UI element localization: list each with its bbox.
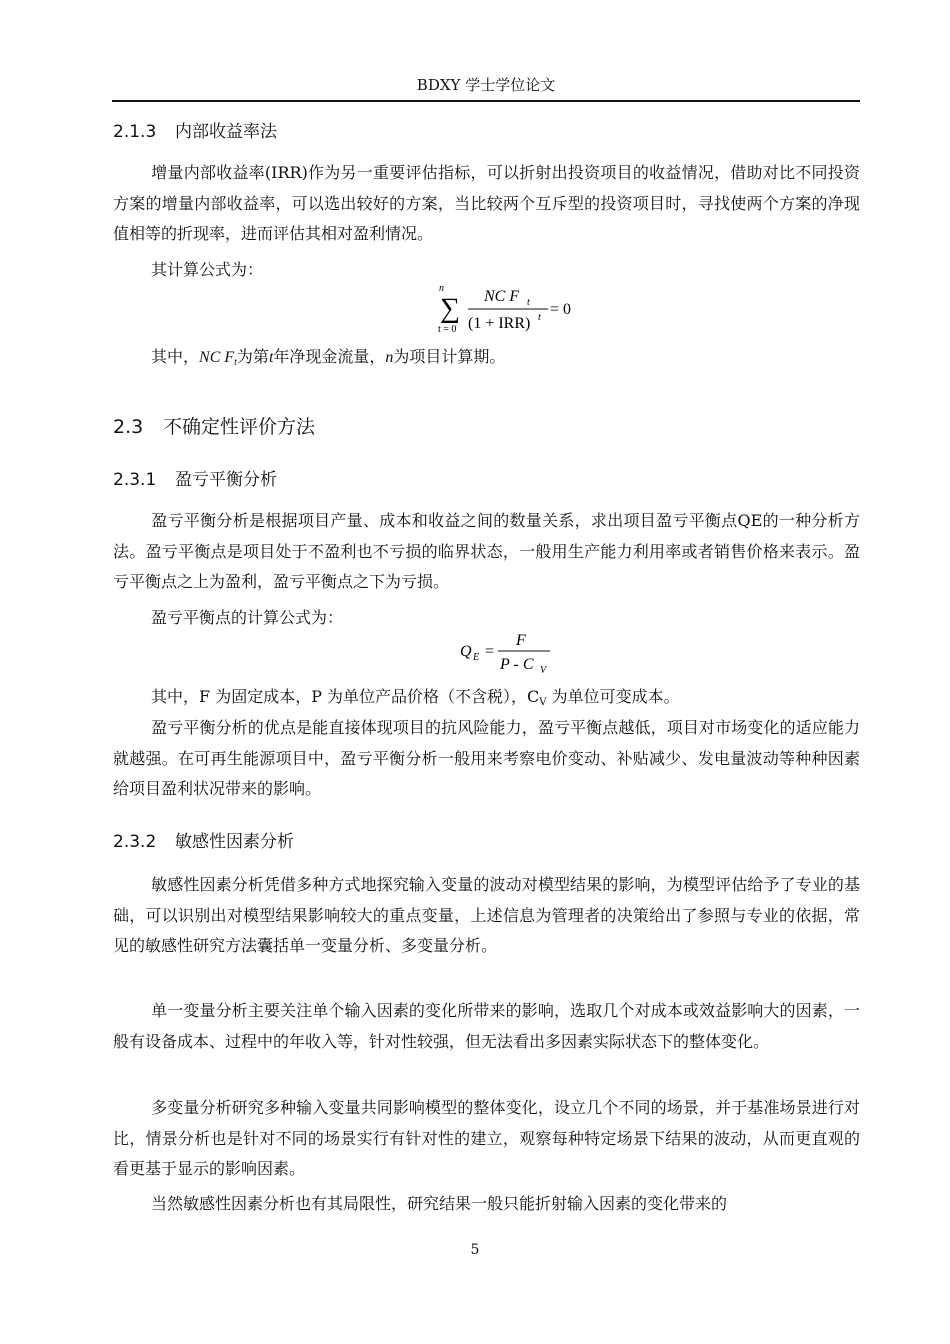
where-text: 为单位可变成本。: [546, 687, 680, 706]
lhs-subscript: E: [473, 652, 480, 663]
var-t: t: [268, 349, 274, 366]
section-title: 不确定性评价方法: [163, 416, 316, 438]
section-title: 盈亏平衡分析: [175, 470, 277, 490]
formula-rhs: = 0: [550, 301, 572, 318]
section-number: 2.3.1: [113, 470, 157, 490]
section-title: 敏感性因素分析: [175, 832, 294, 852]
paragraph-text: 单一变量分析主要关注单个输入因素的变化所带来的影响，选取几个对成本或效益影响大的因素，一般有设备成本、过程中的年收入等，针对性较强，但无法看出多因素实际状态下的整体变化。: [113, 1001, 860, 1051]
section-heading-2-3-1: [113, 468, 277, 492]
header-rule: [112, 100, 860, 102]
paragraph-text: 盈亏平衡分析的优点是能直接体现项目的抗风险能力，盈亏平衡点越低，项目对市场变化的适应能力就越强。在可再生能源项目中，盈亏平衡分析一般用来考察电价变动、补贴减少、发电量波动等种种因素给项目盈利状况带来的影响。: [113, 718, 860, 798]
where-prefix: 其中，: [151, 347, 200, 366]
formula-denominator: P - C: [500, 656, 534, 673]
numerator-subscript: t: [527, 297, 530, 308]
paragraph: [113, 713, 860, 805]
paragraph-text: 盈亏平衡分析是根据项目产量、成本和收益之间的数量关系，求出项目盈亏平衡点QE的一种分析方法。盈亏平衡点是项目处于不盈利也不亏损的临界状态，一般用生产能力利用率或者销售价格来表示。盈亏平衡点之上为盈利，盈亏平衡点之下为亏损。: [113, 511, 860, 591]
formula-intro: 其计算公式为：: [151, 260, 264, 279]
sigma-symbol: ∑: [440, 293, 460, 324]
cv-subscript: V: [539, 697, 547, 708]
paragraph: [113, 870, 860, 962]
formula-intro: 盈亏平衡点的计算公式为：: [151, 608, 344, 627]
equals-sign: =: [485, 643, 495, 660]
formula-numerator: F: [516, 632, 526, 649]
section-title: 内部收益率法: [175, 122, 277, 142]
formula-lhs: Q: [460, 643, 472, 660]
var-ncf-sub: t: [234, 357, 237, 368]
paragraph: [113, 996, 860, 1057]
variable-definition: [151, 345, 505, 375]
paragraph: [113, 506, 860, 598]
section-number: 2.1.3: [113, 122, 157, 142]
section-number: 2.3.2: [113, 832, 157, 852]
where-text: 年净现金流量，: [273, 347, 386, 366]
paragraph-text: 当然敏感性因素分析也有其局限性，研究结果一般只能折射输入因素的变化带来的: [151, 1194, 728, 1213]
paragraph-text: 敏感性因素分析凭借多种方式地探究输入变量的波动对模型结果的影响，为模型评估给予了专业的基础，可以识别出对模型结果影响较大的重点变量，上述信息为管理者的决策给出了参照与专业的依据，常见的敏感性研究方法囊括单一变量分析、多变量分析。: [113, 875, 860, 955]
paragraph: [113, 158, 860, 250]
formula-numerator: NC F: [484, 288, 520, 305]
section-heading-2-3-2: [113, 830, 294, 854]
sum-upper-limit: n: [439, 283, 444, 294]
page-header: BDXY 学士学位论文: [416, 76, 556, 94]
formula-denominator: (1 + IRR): [468, 315, 531, 332]
where-text: 为项目计算期。: [393, 347, 506, 366]
where-text: 为第: [236, 347, 269, 366]
section-heading-2-3: [113, 415, 315, 439]
var-ncf: NC F: [199, 349, 235, 366]
variable-definition: [151, 685, 680, 715]
where-text: 其中，F 为固定成本，P 为单位产品价格（不含税），C: [151, 687, 540, 706]
denominator-superscript: t: [538, 312, 541, 323]
paragraph-text: 增量内部收益率(IRR)作为另一重要评估指标，可以折射出投资项目的收益情况，借助对比不同投资方案的增量内部收益率，可以选出较好的方案，当比较两个互斥型的投资项目时，寻找使两个方案的净现值相等的折现率，进而评估其相对盈利情况。: [113, 163, 860, 243]
var-n: n: [385, 349, 394, 366]
paragraph: [113, 1189, 860, 1220]
page-number: 5: [470, 1242, 480, 1258]
sum-lower-limit: t = 0: [438, 324, 457, 335]
denominator-subscript: V: [540, 665, 547, 676]
paragraph: [113, 1093, 860, 1185]
section-heading-2-1-3: [113, 120, 277, 144]
irr-formula: [430, 282, 590, 342]
breakeven-formula: [458, 628, 568, 678]
section-number: 2.3: [113, 416, 144, 438]
paragraph-text: 多变量分析研究多种输入变量共同影响模型的整体变化，设立几个不同的场景，并于基准场景进行对比，情景分析也是针对不同的场景实行有针对性的建立，观察每种特定场景下结果的波动，从而更直观的看更基于显示的影响因素。: [113, 1098, 860, 1178]
